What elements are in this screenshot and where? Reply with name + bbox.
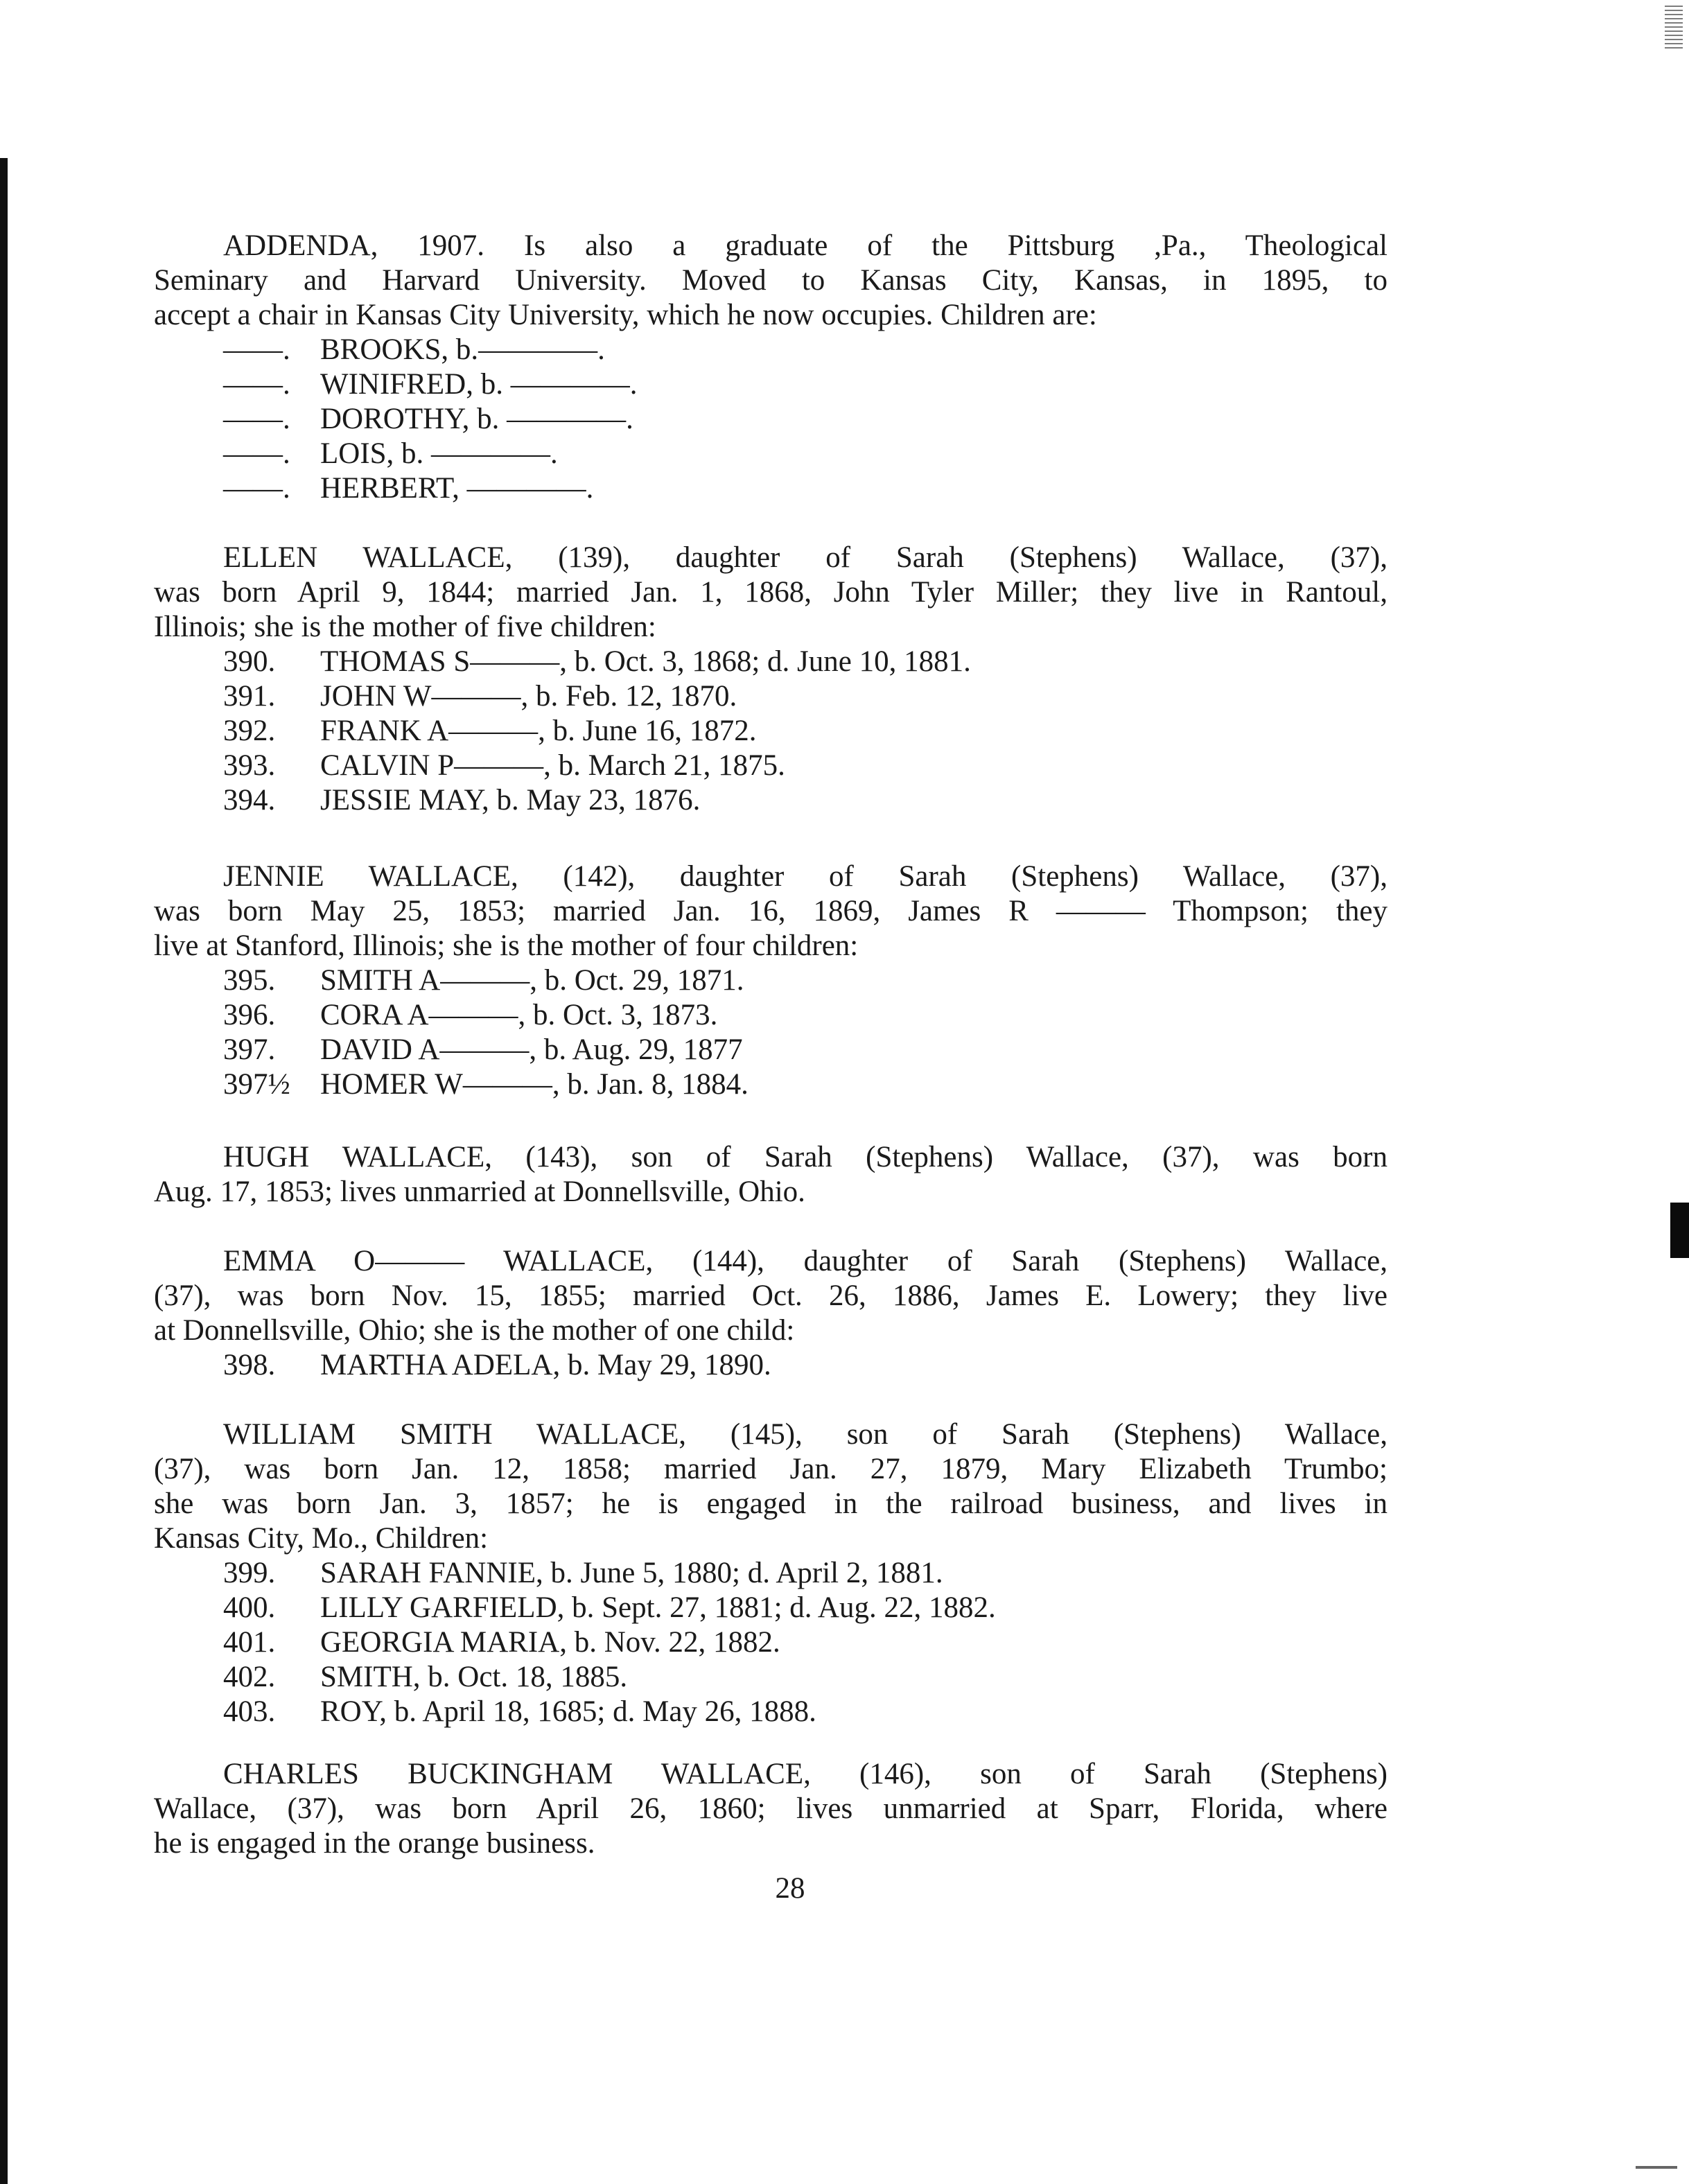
text-line: CHARLES BUCKINGHAM WALLACE, (146), son of Sarah (Stephens) — [223, 1758, 1388, 1790]
text-line: Kansas City, Mo., Children: — [154, 1522, 489, 1555]
entry-text: JESSIE MAY, b. May 23, 1876. — [320, 784, 701, 816]
entry-number: 397½ — [223, 1068, 290, 1101]
entry-text: LILLY GARFIELD, b. Sept. 27, 1881; d. Aug. 22, 1882. — [320, 1591, 996, 1624]
text-line: was born May 25, 1853; married Jan. 16, 1869, James R ——— Thompson; they — [154, 895, 1388, 927]
addenda-section — [154, 229, 1388, 506]
list-item — [223, 1033, 1388, 1067]
scan-edge-line — [0, 158, 8, 2184]
entry-number: ——. — [223, 333, 290, 366]
entry-text: DOROTHY, b. ————. — [320, 403, 633, 435]
list-item — [223, 402, 1388, 437]
entry-text: BROOKS, b.————. — [320, 333, 605, 366]
text-line: ADDENDA, 1907. Is also a graduate of the Pittsburg ,Pa., Theological — [223, 229, 1388, 262]
entry-number: 395. — [223, 964, 276, 997]
list-item — [223, 679, 1388, 714]
list-item — [223, 783, 1388, 818]
entry-number: 391. — [223, 680, 276, 713]
entry-text: GEORGIA MARIA, b. Nov. 22, 1882. — [320, 1626, 780, 1659]
text-line: (37), was born Nov. 15, 1855; married Oct. 26, 1886, James E. Lowery; they live — [154, 1279, 1388, 1312]
emma-paragraph — [154, 1244, 1388, 1348]
text-line: EMMA O——— WALLACE, (144), daughter of Sarah (Stephens) Wallace, — [223, 1245, 1388, 1277]
list-item — [223, 1591, 1388, 1625]
entry-text: FRANK A———, b. June 16, 1872. — [320, 715, 757, 747]
text-line: (37), was born Jan. 12, 1858; married Jan. 27, 1879, Mary Elizabeth Trumbo; — [154, 1453, 1388, 1485]
hugh-paragraph — [154, 1140, 1388, 1209]
scan-corner-mark — [1665, 6, 1683, 50]
list-item — [223, 367, 1388, 402]
entry-number: ——. — [223, 472, 290, 505]
text-line: accept a chair in Kansas City University, which he now occupies. Children are: — [154, 299, 1097, 331]
list-item — [223, 1067, 1388, 1102]
william-section — [154, 1417, 1388, 1729]
text-line: at Donnellsville, Ohio; she is the mother of one child: — [154, 1314, 795, 1347]
text-line: Aug. 17, 1853; lives unmarried at Donnellsville, Ohio. — [154, 1176, 805, 1208]
entry-text: CORA A———, b. Oct. 3, 1873. — [320, 999, 718, 1031]
list-item — [223, 1660, 1388, 1695]
entry-number: 400. — [223, 1591, 276, 1624]
scan-side-mark — [1670, 1203, 1689, 1258]
charles-paragraph — [154, 1757, 1388, 1861]
ellen-children-list — [154, 645, 1388, 818]
entry-number: 402. — [223, 1661, 276, 1693]
text-line: was born April 9, 1844; married Jan. 1, 1868, John Tyler Miller; they live in Rantoul, — [154, 576, 1388, 609]
entry-text: HOMER W———, b. Jan. 8, 1884. — [320, 1068, 749, 1101]
list-item — [223, 998, 1388, 1033]
entry-number: 403. — [223, 1695, 276, 1728]
entry-text: SMITH A———, b. Oct. 29, 1871. — [320, 964, 744, 997]
william-children-list — [154, 1556, 1388, 1729]
entry-number: ——. — [223, 437, 290, 470]
ellen-section — [154, 541, 1388, 818]
emma-children-list — [154, 1348, 1388, 1383]
entry-text: CALVIN P———, b. March 21, 1875. — [320, 749, 785, 782]
text-line: live at Stanford, Illinois; she is the mother of four children: — [154, 929, 859, 962]
text-line: Seminary and Harvard University. Moved to Kansas City, Kansas, in 1895, to — [154, 264, 1388, 297]
list-item — [223, 333, 1388, 367]
entry-text: HERBERT, ————. — [320, 472, 594, 505]
text-line: Wallace, (37), was born April 26, 1860; lives unmarried at Sparr, Florida, where — [154, 1792, 1388, 1825]
list-item — [223, 714, 1388, 749]
entry-number: 397. — [223, 1033, 276, 1066]
jennie-section — [154, 859, 1388, 1102]
text-line: Illinois; she is the mother of five children: — [154, 611, 656, 643]
entry-number: 390. — [223, 645, 276, 678]
scan-bottom-mark — [1636, 2166, 1677, 2169]
text-line: JENNIE WALLACE, (142), daughter of Sarah (Stephens) Wallace, (37), — [223, 860, 1388, 893]
list-item — [223, 645, 1388, 679]
text-line: HUGH WALLACE, (143), son of Sarah (Stephens) Wallace, (37), was born — [223, 1141, 1388, 1173]
list-item — [223, 963, 1388, 998]
entry-text: SARAH FANNIE, b. June 5, 1880; d. April 2, 1881. — [320, 1557, 943, 1589]
william-paragraph — [154, 1417, 1388, 1556]
text-line: she was born Jan. 3, 1857; he is engaged in the railroad business, and lives in — [154, 1487, 1388, 1520]
emma-section — [154, 1244, 1388, 1383]
hugh-section — [154, 1140, 1388, 1209]
list-item — [223, 1348, 1388, 1383]
page-number: 28 — [775, 1872, 805, 1905]
entry-text: WINIFRED, b. ————. — [320, 368, 638, 401]
text-line: he is engaged in the orange business. — [154, 1827, 595, 1860]
list-item — [223, 1695, 1388, 1729]
text-line: ELLEN WALLACE, (139), daughter of Sarah (Stephens) Wallace, (37), — [223, 541, 1388, 574]
list-item — [223, 1556, 1388, 1591]
entry-text: SMITH, b. Oct. 18, 1885. — [320, 1661, 628, 1693]
entry-number: 401. — [223, 1626, 276, 1659]
charles-section — [154, 1757, 1388, 1861]
entry-number: 399. — [223, 1557, 276, 1589]
entry-text: DAVID A———, b. Aug. 29, 1877 — [320, 1033, 743, 1066]
entry-text: JOHN W———, b. Feb. 12, 1870. — [320, 680, 737, 713]
entry-number: 396. — [223, 999, 276, 1031]
entry-number: 394. — [223, 784, 276, 816]
entry-number: ——. — [223, 368, 290, 401]
list-item — [223, 437, 1388, 471]
entry-number: 393. — [223, 749, 276, 782]
entry-text: ROY, b. April 18, 1685; d. May 26, 1888. — [320, 1695, 816, 1728]
entry-number: 398. — [223, 1349, 276, 1381]
list-item — [223, 471, 1388, 506]
ellen-paragraph — [154, 541, 1388, 645]
entry-number: ——. — [223, 403, 290, 435]
jennie-children-list — [154, 963, 1388, 1102]
entry-text: MARTHA ADELA, b. May 29, 1890. — [320, 1349, 771, 1381]
entry-text: LOIS, b. ————. — [320, 437, 558, 470]
text-line: WILLIAM SMITH WALLACE, (145), son of Sarah (Stephens) Wallace, — [223, 1418, 1388, 1451]
jennie-paragraph — [154, 859, 1388, 963]
entry-number: 392. — [223, 715, 276, 747]
list-item — [223, 1625, 1388, 1660]
addenda-children-list — [154, 333, 1388, 506]
list-item — [223, 749, 1388, 783]
addenda-paragraph — [154, 229, 1388, 333]
entry-text: THOMAS S———, b. Oct. 3, 1868; d. June 10, 1881. — [320, 645, 971, 678]
